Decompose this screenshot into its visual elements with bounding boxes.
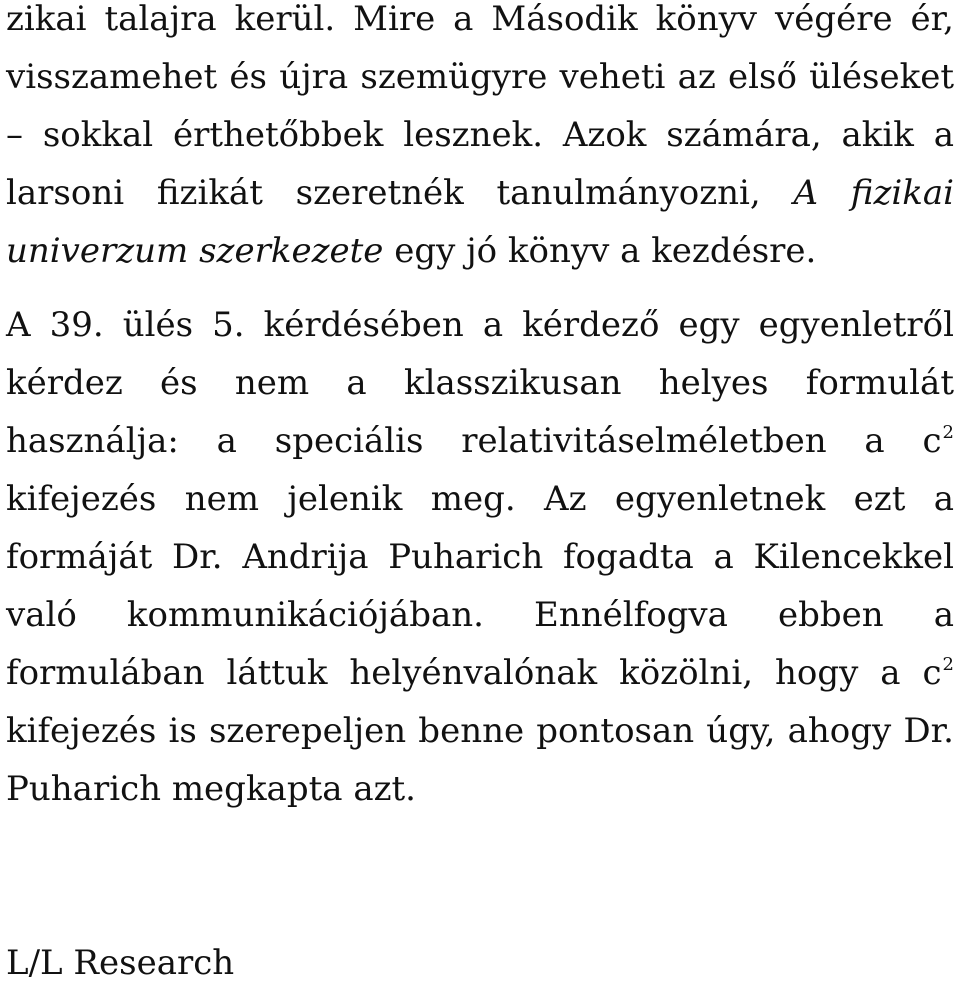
paragraph-text: A 39. ülés 5. kérdésében a kérdező egy egyenletről kérdez és nem a klasszikusan helyes formulát használja: a speciális relativitáselméletben a c xyxy=(6,305,954,461)
book-title: A fizikai univerzum szerkezete xyxy=(6,173,954,271)
paragraph-equation-note xyxy=(6,296,954,818)
paragraph-text: kifejezés is szerepeljen benne pontosan úgy, ahogy Dr. Puharich megkapta azt. xyxy=(6,711,954,809)
superscript-exponent: 2 xyxy=(942,422,954,443)
paragraph-text: kifejezés nem jelenik meg. Az egyenletnek ezt a formáját Dr. Andrija Puharich fogadta a Kilencekkel való kommunikációjában. Ennélfogva ebben a formulában láttuk helyénvalónak közölni, hogy a c xyxy=(6,479,954,693)
paragraph-text: zikai talajra kerül. Mire a Második könyv végére ér, visszamehet és újra szemügyre veheti az első üléseket – sokkal érthetőbbek lesznek. Azok számára, akik a larsoni fizikát szeretnék tanulmányozni, xyxy=(6,0,954,213)
superscript-exponent: 2 xyxy=(942,654,954,675)
paragraph-text: egy jó könyv a kezdésre. xyxy=(383,231,817,271)
page-body xyxy=(6,0,954,818)
paragraph-larson-physics xyxy=(6,0,954,280)
footer-publisher: L/L Research xyxy=(6,943,235,983)
